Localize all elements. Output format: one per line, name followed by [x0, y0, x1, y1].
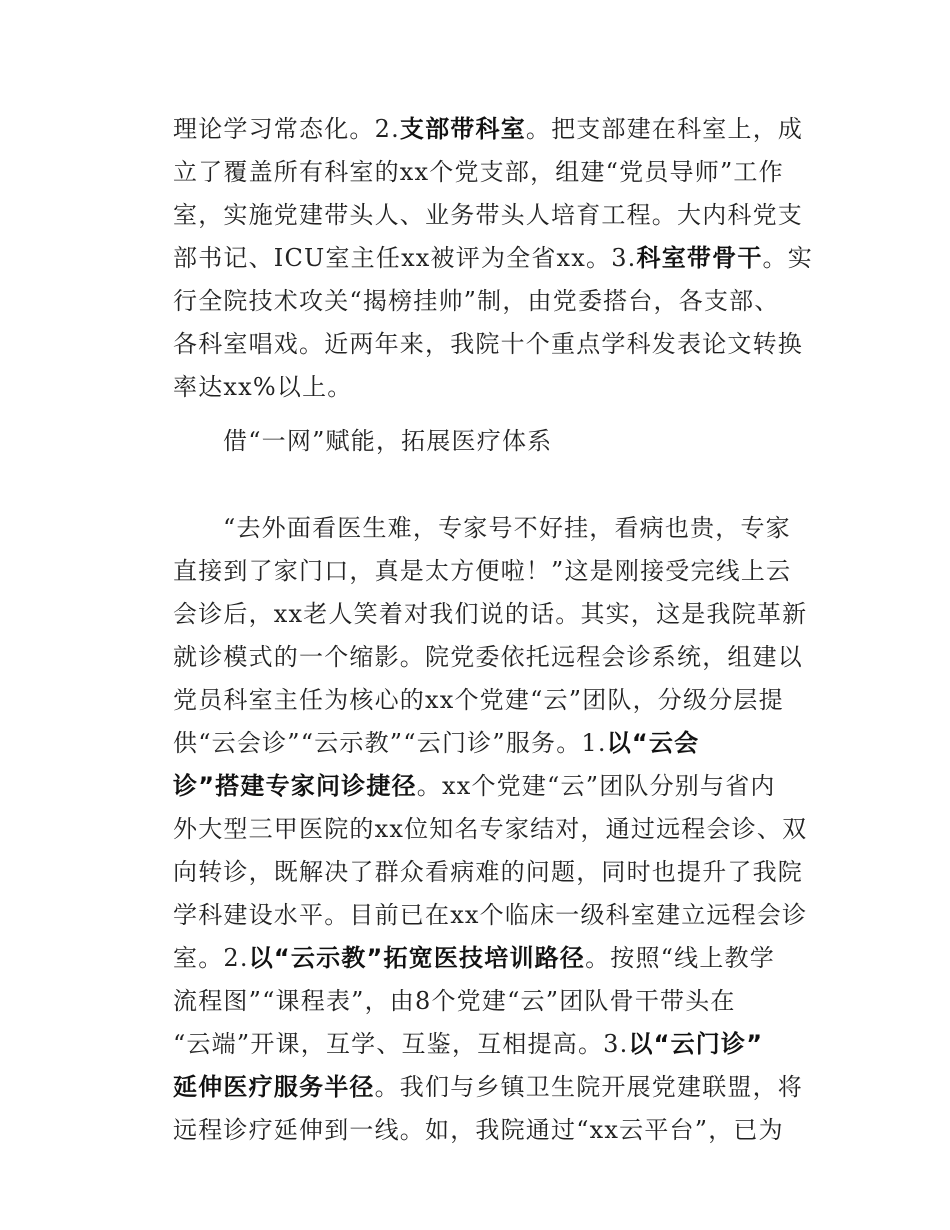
text-line: 供“云会诊”“云示教”“云门诊”服务。1.以“云会 [173, 729, 700, 757]
bold-phrase: 科室带骨干 [636, 244, 763, 272]
bold-phrase: 延伸医疗服务半径 [173, 1073, 375, 1101]
text-line: 部书记、ICU室主任xx被评为全省xx。3.科室带骨干。实 [173, 244, 813, 272]
text-line: 流程图”“课程表”，由8个党建“云”团队骨干带头在 [173, 987, 736, 1015]
text-line: 向转诊，既解决了群众看病难的问题，同时也提升了我院 [173, 858, 803, 886]
text-line: 各科室唱戏。近两年来，我院十个重点学科发表论文转换 [173, 330, 803, 358]
text-line: “去外面看医生难，专家号不好挂，看病也贵，专家 [223, 514, 791, 542]
bold-phrase: 以“云门诊” [628, 1030, 764, 1058]
bold-phrase: 支部带科室 [399, 115, 526, 143]
text-line: 就诊模式的一个缩影。院党委依托远程会诊系统，组建以 [173, 643, 803, 671]
text-line: 党员科室主任为核心的xx个党建“云”团队，分级分层提 [173, 686, 784, 714]
section-heading: 借“一网”赋能，拓展医疗体系 [223, 427, 553, 455]
text-line: 远程诊疗延伸到一线。如，我院通过“xx云平台”，已为 [173, 1116, 784, 1144]
text-line: 外大型三甲医院的xx位知名专家结对，通过远程会诊、双 [173, 815, 808, 843]
text-line: 会诊后，xx老人笑着对我们说的话。其实，这是我院革新 [173, 600, 808, 628]
text-line: “云端”开课，互学、互鉴，互相提高。3.以“云门诊” [173, 1030, 764, 1058]
text-line: 立了覆盖所有科室的xx个党支部，组建“党员导师”工作 [173, 158, 784, 186]
text-line: 率达xx%以上。 [173, 373, 353, 401]
text-line: 室，实施党建带头人、业务带头人培育工程。大内科党支 [173, 201, 803, 229]
bold-phrase: 诊”搭建专家问诊捷径 [173, 772, 417, 800]
section-heading-block [173, 420, 803, 463]
text-line: 理论学习常态化。2.支部带科室。把支部建在科室上，成 [173, 115, 804, 143]
text-line: 诊”搭建专家问诊捷径。xx个党建“云”团队分别与省内 [173, 772, 776, 800]
text-line: 行全院技术攻关“揭榜挂帅”制，由党委搭台，各支部、 [173, 287, 780, 315]
text-line: 室。2.以“云示教”拓宽医技培训路径。按照“线上教学 [173, 944, 775, 972]
text-line: 学科建设水平。目前已在xx个临床一级科室建立远程会诊 [173, 901, 808, 929]
paragraph-cloud-network [173, 507, 808, 1152]
bold-phrase: 以“云示教”拓宽医技培训路径 [248, 944, 586, 972]
text-line: 延伸医疗服务半径。我们与乡镇卫生院开展党建联盟，将 [173, 1073, 804, 1101]
bold-phrase: 以“云会 [606, 729, 700, 757]
text-line: 直接到了家门口，真是太方便啦！”这是刚接受完线上云 [173, 557, 792, 585]
paragraph-branch-departments [173, 108, 813, 409]
